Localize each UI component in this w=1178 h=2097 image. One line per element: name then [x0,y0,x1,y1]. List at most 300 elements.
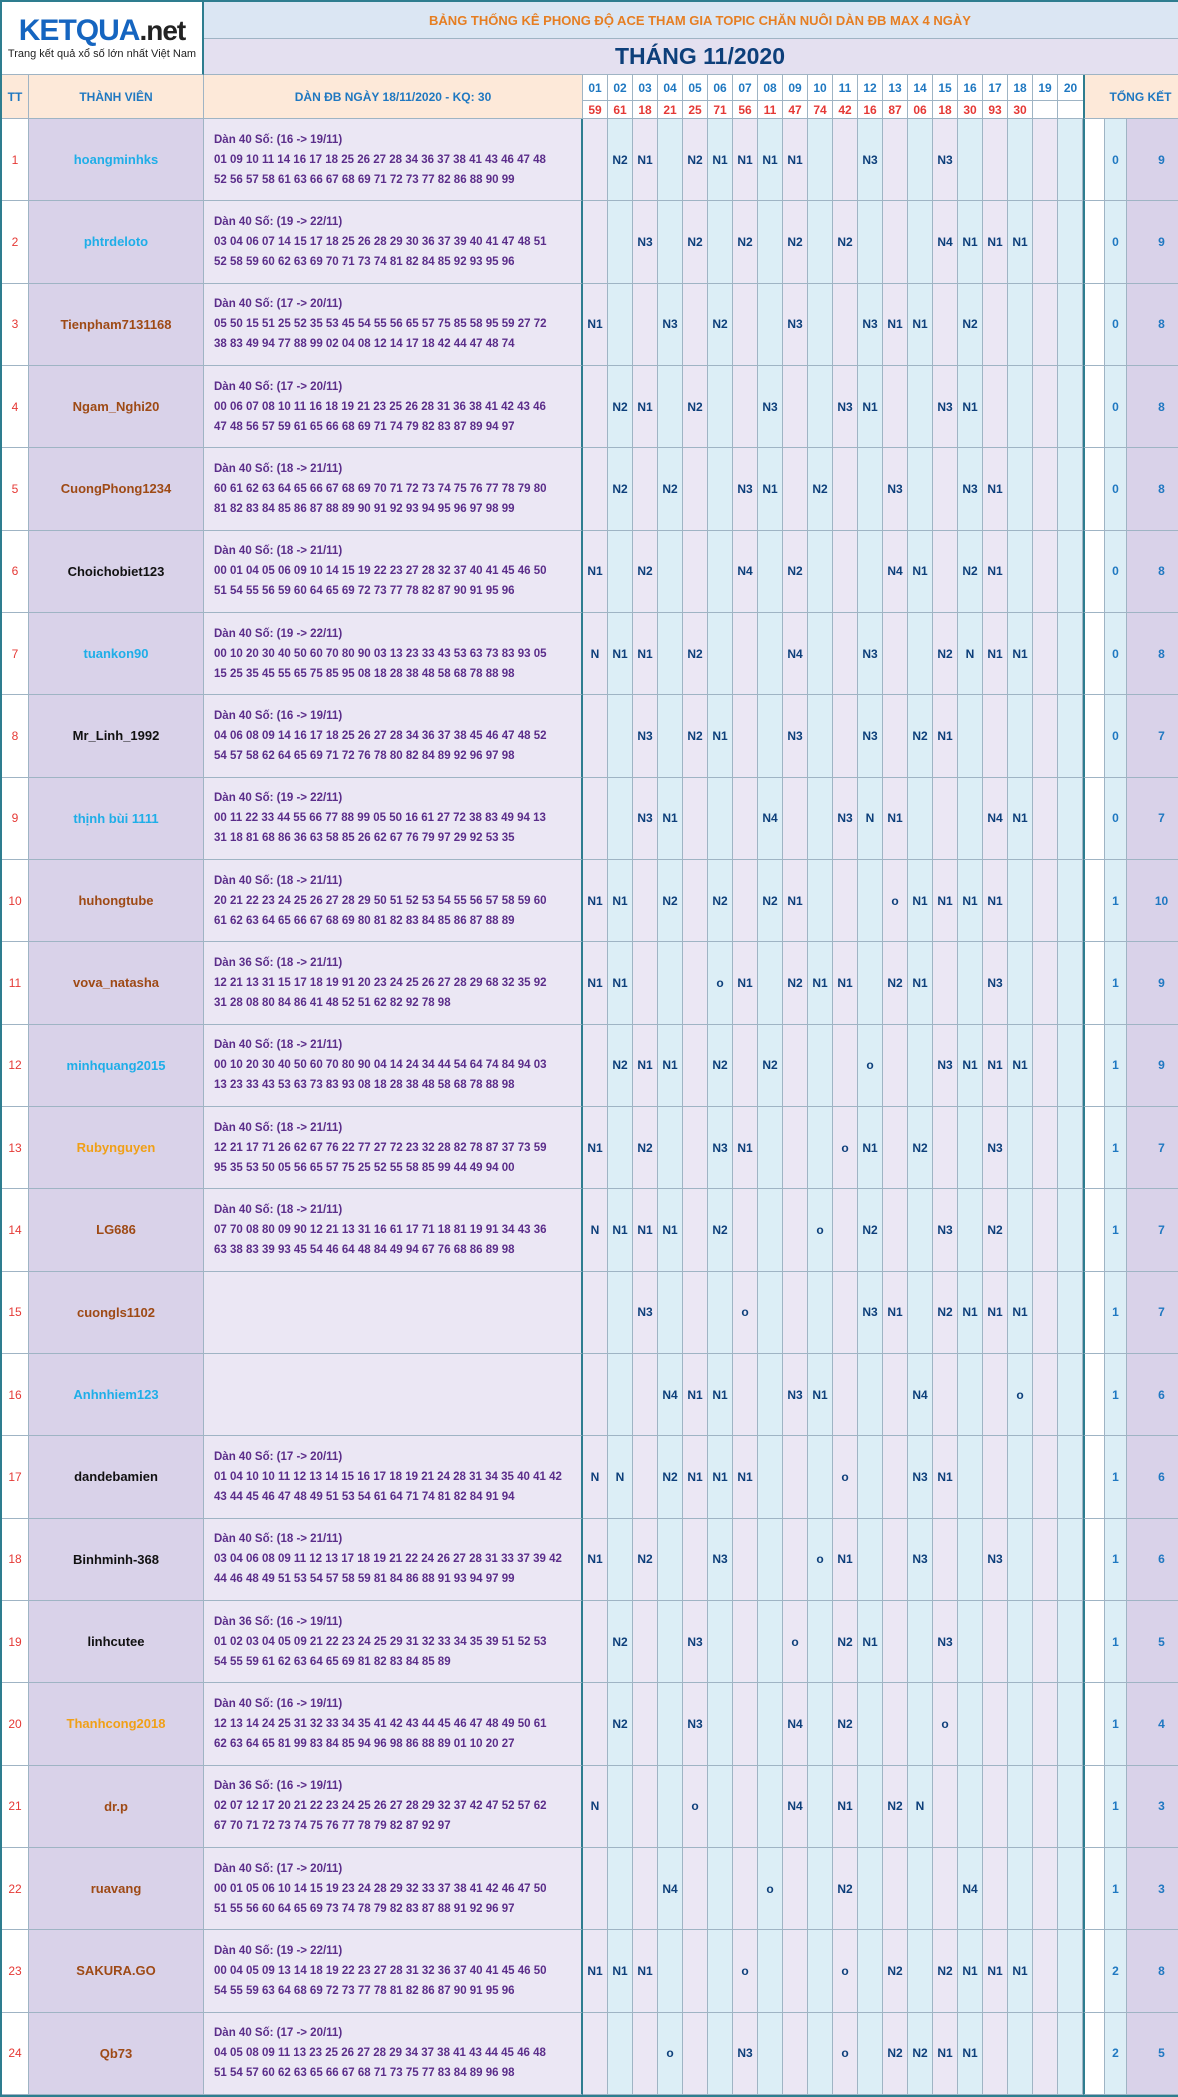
day-mark [583,1025,608,1107]
day-mark: N1 [608,613,633,695]
day-mark: N2 [833,1601,858,1683]
summary-spacer [1083,1189,1105,1271]
day-mark [733,613,758,695]
day-mark [733,366,758,448]
day-mark [658,366,683,448]
day-mark [908,1601,933,1683]
day-mark [758,1189,783,1271]
member-name[interactable]: Thanhcong2018 [29,1683,204,1765]
day-mark [908,201,933,283]
day-mark: N1 [633,119,658,201]
dan-title: Dàn 40 Số: (16 -> 19/11) [214,1697,343,1710]
day-mark [983,284,1008,366]
day-mark [808,613,833,695]
day-mark: N1 [983,448,1008,530]
day-mark [858,1519,883,1601]
member-name[interactable]: CuongPhong1234 [29,448,204,530]
total-count: 9 [1127,119,1178,201]
day-mark: N1 [733,119,758,201]
day-mark: N1 [633,366,658,448]
day-mark [733,284,758,366]
day-mark [908,1272,933,1354]
day-mark: N2 [608,1601,633,1683]
day-mark: N3 [933,1025,958,1107]
row-number: 11 [2,942,29,1024]
day-mark: o [858,1025,883,1107]
day-mark: N3 [708,1107,733,1189]
day-mark [608,1848,633,1930]
day-mark [683,1272,708,1354]
dan-line1: 12 21 17 71 26 62 67 76 22 77 27 72 23 32 28 82 78 87 37 73 59 [214,1141,547,1154]
day-mark: N1 [933,2013,958,2095]
day-mark: N3 [983,942,1008,1024]
day-mark [808,1107,833,1189]
day-mark: N3 [933,119,958,201]
day-mark [1033,1107,1058,1189]
day-mark [708,531,733,613]
day-mark: N2 [933,613,958,695]
summary-spacer [1083,1930,1105,2012]
day-mark [958,778,983,860]
logo-tagline: Trang kết quả xổ số lớn nhất Việt Nam [7,48,197,60]
member-name[interactable]: Rubynguyen [29,1107,204,1189]
summary-spacer [1083,1354,1105,1436]
day-mark: N [958,613,983,695]
dan-title: Dàn 40 Số: (19 -> 22/11) [214,215,343,228]
dan-line1: 01 02 03 04 05 09 21 22 23 24 25 29 31 32 33 34 35 39 51 52 53 [214,1635,547,1648]
day-mark [1008,860,1033,942]
day-result: 42 [833,101,858,119]
day-mark: N3 [833,366,858,448]
day-mark [758,1930,783,2012]
day-mark: o [658,2013,683,2095]
day-mark [1033,201,1058,283]
day-mark: N2 [758,860,783,942]
dan-line1: 07 70 08 80 09 90 12 21 13 31 16 61 17 71 18 81 19 91 34 43 36 [214,1223,547,1236]
day-mark [883,1601,908,1683]
dan-line1: 00 06 07 08 10 11 16 18 19 21 23 25 26 28 31 36 38 41 42 43 46 [214,400,546,413]
day-header: 04 [658,75,683,101]
day-mark: N1 [608,1930,633,2012]
day-mark [708,1272,733,1354]
day-mark [633,1354,658,1436]
day-mark [858,448,883,530]
day-mark [908,1848,933,1930]
day-mark [708,1601,733,1683]
day-mark [883,613,908,695]
member-name[interactable]: Ngam_Nghi20 [29,366,204,448]
member-name[interactable]: dr.p [29,1766,204,1848]
dan-line2: 44 46 48 49 51 53 54 57 58 59 81 84 86 88 91 93 94 97 99 [214,1573,515,1586]
day-mark [858,1930,883,2012]
day-mark: N2 [633,531,658,613]
dan-numbers [204,284,583,366]
hit-count: 1 [1105,1601,1127,1683]
day-mark [733,1519,758,1601]
day-mark [933,1354,958,1436]
day-mark: N1 [833,1519,858,1601]
day-mark: N2 [883,1930,908,2012]
header-dan: DÀN ĐB NGÀY 18/11/2020 - KQ: 30 [204,75,583,119]
day-mark: N4 [758,778,783,860]
member-name[interactable]: Qb73 [29,2013,204,2095]
day-mark: N2 [783,201,808,283]
total-count: 7 [1127,1272,1178,1354]
hit-count: 1 [1105,1436,1127,1518]
day-mark: N1 [858,1601,883,1683]
member-name[interactable]: minhquang2015 [29,1025,204,1107]
dan-line2: 81 82 83 84 85 86 87 88 89 90 91 92 93 94 95 96 97 98 99 [214,502,515,515]
day-mark: o [733,1272,758,1354]
day-mark [1033,778,1058,860]
row-number: 10 [2,860,29,942]
logo-tld: .net [139,15,186,46]
day-mark: N2 [908,695,933,777]
row-number: 9 [2,778,29,860]
day-mark [658,531,683,613]
day-mark [683,284,708,366]
day-mark: N3 [883,448,908,530]
dan-line1: 02 07 12 17 20 21 22 23 24 25 26 27 28 29 32 37 42 47 52 57 62 [214,1800,547,1813]
hit-count: 2 [1105,2013,1127,2095]
day-mark [1058,1519,1083,1601]
member-name[interactable]: Binhminh-368 [29,1519,204,1601]
month-title: THÁNG 11/2020 [204,39,1178,75]
day-mark [833,448,858,530]
summary-spacer [1083,860,1105,942]
day-mark: N3 [733,448,758,530]
day-header: 12 [858,75,883,101]
day-mark: N1 [758,448,783,530]
day-mark: N3 [908,1519,933,1601]
total-count: 3 [1127,1766,1178,1848]
day-mark: N1 [608,1189,633,1271]
member-name[interactable]: Tienpham7131168 [29,284,204,366]
dan-line2: 54 57 58 62 64 65 69 71 72 76 78 80 82 84 89 92 96 97 98 [214,749,515,762]
dan-line2: 54 55 59 61 62 63 64 65 69 81 82 83 84 85 89 [214,1655,451,1668]
day-header: 02 [608,75,633,101]
day-mark [908,1189,933,1271]
day-result: 25 [683,101,708,119]
day-mark [758,1766,783,1848]
day-mark [758,1107,783,1189]
hit-count: 1 [1105,942,1127,1024]
dan-title: Dàn 36 Số: (16 -> 19/11) [214,1615,343,1628]
hit-count: 1 [1105,860,1127,942]
day-mark: N3 [858,613,883,695]
member-name[interactable]: Mr_Linh_1992 [29,695,204,777]
day-mark [783,366,808,448]
dan-line2: 63 38 83 39 93 45 54 46 64 48 84 49 94 67 76 68 86 89 98 [214,1243,515,1256]
day-mark: N2 [858,1189,883,1271]
day-mark [933,531,958,613]
day-mark [708,366,733,448]
day-mark [1058,942,1083,1024]
hit-count: 1 [1105,1519,1127,1601]
day-mark: N1 [958,2013,983,2095]
day-mark [608,778,633,860]
day-mark [983,119,1008,201]
total-count: 8 [1127,366,1178,448]
day-mark: N1 [983,201,1008,283]
day-mark: N2 [658,860,683,942]
day-mark [658,613,683,695]
day-mark [808,1272,833,1354]
day-mark [608,531,633,613]
day-mark [808,1848,833,1930]
day-mark: N4 [933,201,958,283]
day-mark [1008,1683,1033,1765]
member-name[interactable]: linhcutee [29,1601,204,1683]
day-mark: N1 [958,366,983,448]
day-mark: N1 [908,284,933,366]
day-mark: N [858,778,883,860]
day-mark [1058,1025,1083,1107]
day-mark: N4 [883,531,908,613]
day-mark: N1 [883,284,908,366]
member-name[interactable]: hoangminhks [29,119,204,201]
day-mark: N1 [958,201,983,283]
member-name[interactable]: Choichobiet123 [29,531,204,613]
day-mark: N1 [608,942,633,1024]
day-mark: o [808,1519,833,1601]
day-mark [1033,1354,1058,1436]
hit-count: 0 [1105,366,1127,448]
day-mark [708,778,733,860]
day-mark: N3 [683,1601,708,1683]
total-count: 10 [1127,860,1178,942]
dan-line2: 52 56 57 58 61 63 66 67 68 69 71 72 73 77 82 86 88 90 99 [214,173,515,186]
day-mark [658,942,683,1024]
member-name[interactable]: tuankon90 [29,613,204,695]
day-mark [658,1601,683,1683]
day-mark [1008,1436,1033,1518]
member-name[interactable]: cuongls1102 [29,1272,204,1354]
dan-numbers [204,1930,583,2012]
day-mark [783,2013,808,2095]
day-mark [1008,531,1033,613]
day-header: 07 [733,75,758,101]
row-number: 14 [2,1189,29,1271]
day-mark: N3 [833,778,858,860]
day-mark [658,119,683,201]
dan-numbers [204,448,583,530]
day-mark: N2 [608,366,633,448]
day-mark [758,1601,783,1683]
day-mark [1058,778,1083,860]
logo[interactable] [2,2,204,75]
day-mark: N2 [683,695,708,777]
dan-line1: 60 61 62 63 64 65 66 67 68 69 70 71 72 73 74 75 76 77 78 79 80 [214,482,547,495]
day-mark [958,1766,983,1848]
day-mark [808,778,833,860]
day-header: 03 [633,75,658,101]
day-mark: N4 [733,531,758,613]
day-mark: N1 [583,860,608,942]
dan-title: Dàn 40 Số: (19 -> 22/11) [214,627,343,640]
total-count: 6 [1127,1436,1178,1518]
day-mark [1058,531,1083,613]
day-mark: N1 [908,531,933,613]
day-mark: N3 [858,1272,883,1354]
day-mark: N2 [683,201,708,283]
dan-numbers [204,1025,583,1107]
day-mark: N3 [708,1519,733,1601]
dan-line1: 05 50 15 51 25 52 35 53 45 54 55 56 65 57 75 85 58 95 59 27 72 [214,318,547,331]
day-mark [708,1930,733,2012]
row-number: 4 [2,366,29,448]
day-mark [608,1354,633,1436]
day-mark: N1 [1008,778,1033,860]
day-mark [608,2013,633,2095]
day-mark [583,448,608,530]
day-mark [683,448,708,530]
day-mark: N1 [658,778,683,860]
day-mark [1058,1272,1083,1354]
day-mark [808,1436,833,1518]
day-mark [858,942,883,1024]
day-mark: N1 [733,1107,758,1189]
dan-line1: 04 05 08 09 11 13 23 25 26 27 28 29 34 37 38 41 43 44 45 46 48 [214,2047,546,2060]
day-mark [683,942,708,1024]
day-mark: N3 [933,1601,958,1683]
day-mark: N1 [833,942,858,1024]
day-mark [908,778,933,860]
day-mark [983,1848,1008,1930]
member-name[interactable]: phtrdeloto [29,201,204,283]
day-mark: N [583,1189,608,1271]
member-name[interactable]: LG686 [29,1189,204,1271]
dan-line1: 01 09 10 11 14 16 17 18 25 26 27 28 34 36 37 38 41 43 46 47 48 [214,153,546,166]
total-count: 8 [1127,448,1178,530]
summary-spacer [1083,1519,1105,1601]
dan-title: Dàn 40 Số: (18 -> 21/11) [214,1533,343,1546]
dan-line1: 12 21 13 31 15 17 18 19 91 20 23 24 25 26 27 28 29 68 32 35 92 [214,976,547,989]
day-mark [833,284,858,366]
day-mark [1008,2013,1033,2095]
day-mark: N3 [783,1354,808,1436]
dan-line2: 67 70 71 72 73 74 75 76 77 78 79 82 87 92 97 [214,1820,451,1833]
summary-spacer [1083,942,1105,1024]
day-mark [758,1519,783,1601]
dan-title: Dàn 40 Số: (16 -> 19/11) [214,709,343,722]
member-name[interactable]: SAKURA.GO [29,1930,204,2012]
day-mark [858,1683,883,1765]
day-mark [1058,1766,1083,1848]
day-mark: N2 [708,1025,733,1107]
day-mark [808,1930,833,2012]
total-count: 8 [1127,531,1178,613]
total-count: 6 [1127,1519,1178,1601]
day-mark [758,2013,783,2095]
hit-count: 1 [1105,1107,1127,1189]
day-mark [1008,1519,1033,1601]
day-mark [1058,119,1083,201]
day-mark [908,448,933,530]
day-mark [858,2013,883,2095]
day-mark [908,366,933,448]
day-mark [833,1189,858,1271]
day-mark: N1 [958,1272,983,1354]
day-mark [858,531,883,613]
total-count: 3 [1127,1848,1178,1930]
day-mark [633,1601,658,1683]
day-mark: N3 [933,366,958,448]
day-mark: N1 [908,860,933,942]
dan-title: Dàn 40 Số: (17 -> 20/11) [214,298,343,311]
day-result: 21 [658,101,683,119]
day-mark [983,1354,1008,1436]
day-mark: N1 [858,1107,883,1189]
dan-line2: 31 28 08 80 84 86 41 48 52 51 62 82 92 78 98 [214,996,451,1009]
day-mark [683,1107,708,1189]
dan-numbers [204,860,583,942]
day-mark: N1 [658,1189,683,1271]
hit-count: 0 [1105,119,1127,201]
member-name[interactable]: dandebamien [29,1436,204,1518]
day-mark [958,1436,983,1518]
dan-numbers [204,1354,583,1436]
day-mark: N1 [708,1436,733,1518]
hit-count: 0 [1105,613,1127,695]
day-mark: N4 [658,1354,683,1436]
day-header: 09 [783,75,808,101]
day-result: 56 [733,101,758,119]
total-count: 9 [1127,201,1178,283]
member-name[interactable]: thịnh bùi 1111 [29,778,204,860]
day-result: 30 [958,101,983,119]
day-mark [858,1766,883,1848]
day-mark [583,201,608,283]
member-name[interactable]: huhongtube [29,860,204,942]
day-mark: N2 [933,1272,958,1354]
day-mark [583,1272,608,1354]
member-name[interactable]: Anhnhiem123 [29,1354,204,1436]
dan-numbers [204,613,583,695]
day-header: 19 [1033,75,1058,101]
header-summary: TỔNG KẾT [1083,75,1178,119]
day-mark [1058,1107,1083,1189]
day-mark [633,1766,658,1848]
dan-numbers [204,695,583,777]
day-header: 17 [983,75,1008,101]
dan-line1: 00 10 20 30 40 50 60 70 80 90 04 14 24 34 44 54 64 74 84 94 03 [214,1059,547,1072]
day-mark: N3 [783,284,808,366]
member-name[interactable]: vova_natasha [29,942,204,1024]
day-mark: N2 [883,2013,908,2095]
dan-numbers [204,1848,583,1930]
day-mark [1008,366,1033,448]
day-mark: N4 [908,1354,933,1436]
day-mark [1058,366,1083,448]
dan-line2: 38 83 49 94 77 88 99 02 04 08 12 14 17 18 42 44 47 48 74 [214,338,515,351]
dan-line2: 51 54 55 56 59 60 64 65 69 72 73 77 78 82 87 90 91 95 96 [214,585,515,598]
day-mark [683,1519,708,1601]
day-mark: N1 [608,860,633,942]
day-mark [858,201,883,283]
day-mark [833,613,858,695]
day-result: 06 [908,101,933,119]
day-mark [783,448,808,530]
member-name[interactable]: ruavang [29,1848,204,1930]
day-mark: N1 [1008,1272,1033,1354]
day-mark [658,1519,683,1601]
day-mark [758,695,783,777]
day-mark: N1 [833,1766,858,1848]
dan-line2: 51 54 57 60 62 63 65 66 67 68 71 73 75 77 83 84 89 96 98 [214,2067,515,2080]
dan-line2: 61 62 63 64 65 66 67 68 69 80 81 82 83 84 85 86 87 88 89 [214,914,515,927]
total-count: 8 [1127,1930,1178,2012]
